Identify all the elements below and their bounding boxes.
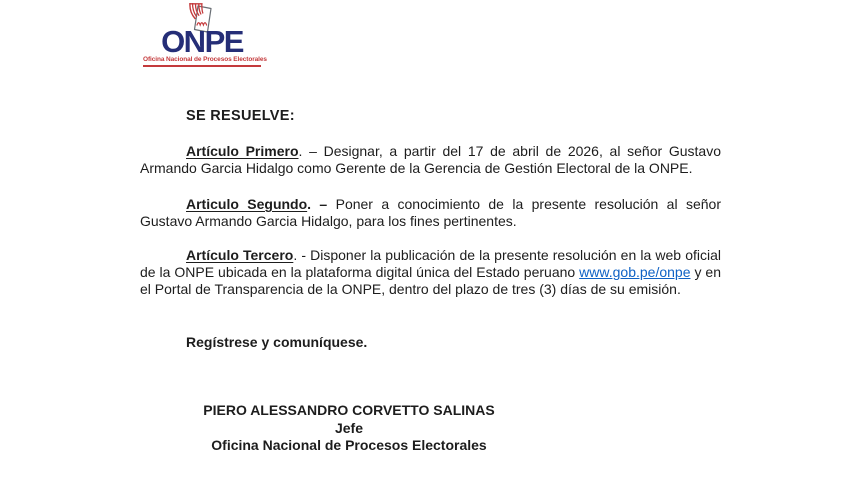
articulo-primero-separator: . – [298, 143, 324, 159]
signer-name: PIERO ALESSANDRO CORVETTO SALINAS [203, 402, 495, 418]
onpe-logo-underline [143, 65, 261, 67]
articulo-segundo-paragraph [140, 196, 721, 230]
onpe-logo-tagline: Oficina Nacional de Procesos Electorales [143, 56, 267, 63]
articulo-segundo-body: Poner a conocimiento de la presente resolución al señor Gustavo Armando Garcia Hidalgo, para los fines pertinentes. [140, 196, 721, 229]
gob-pe-onpe-link[interactable]: www.gob.pe/onpe [579, 264, 691, 280]
articulo-segundo-separator: . – [307, 196, 336, 212]
articulo-primero-paragraph [140, 143, 721, 177]
articulo-tercero-separator: . - [293, 247, 311, 263]
closing-line: Regístrese y comuníquese. [186, 334, 368, 350]
articulo-primero-label: Artículo Primero [186, 143, 299, 159]
onpe-logo-acronym: ONPE [161, 24, 243, 59]
articulo-segundo-label: Articulo Segundo [186, 196, 308, 212]
se-resuelve-heading: SE RESUELVE: [186, 108, 295, 124]
articulo-tercero-body-post: y en el Portal de Transparencia de la ONPE, dentro del plazo de tres (3) días de su emisión. [140, 264, 722, 297]
onpe-logo [143, 4, 267, 70]
articulo-tercero-label: Artículo Tercero [186, 247, 294, 263]
signature-block [188, 402, 510, 455]
articulo-primero-body: Designar, a partir del 17 de abril de 2026, al señor Gustavo Armando Garcia Hidalgo como Gerente de la Gerencia de Gestión Electoral de la ONPE. [140, 143, 721, 176]
signer-organization: Oficina Nacional de Procesos Electorales [211, 437, 487, 453]
articulo-tercero-body-pre: Disponer la publicación de la presente resolución en la web oficial de la ONPE ubicada en la plataforma digital única del Estado peruano [140, 247, 721, 280]
articulo-tercero-paragraph [140, 247, 721, 298]
signer-title: Jefe [334, 419, 364, 436]
